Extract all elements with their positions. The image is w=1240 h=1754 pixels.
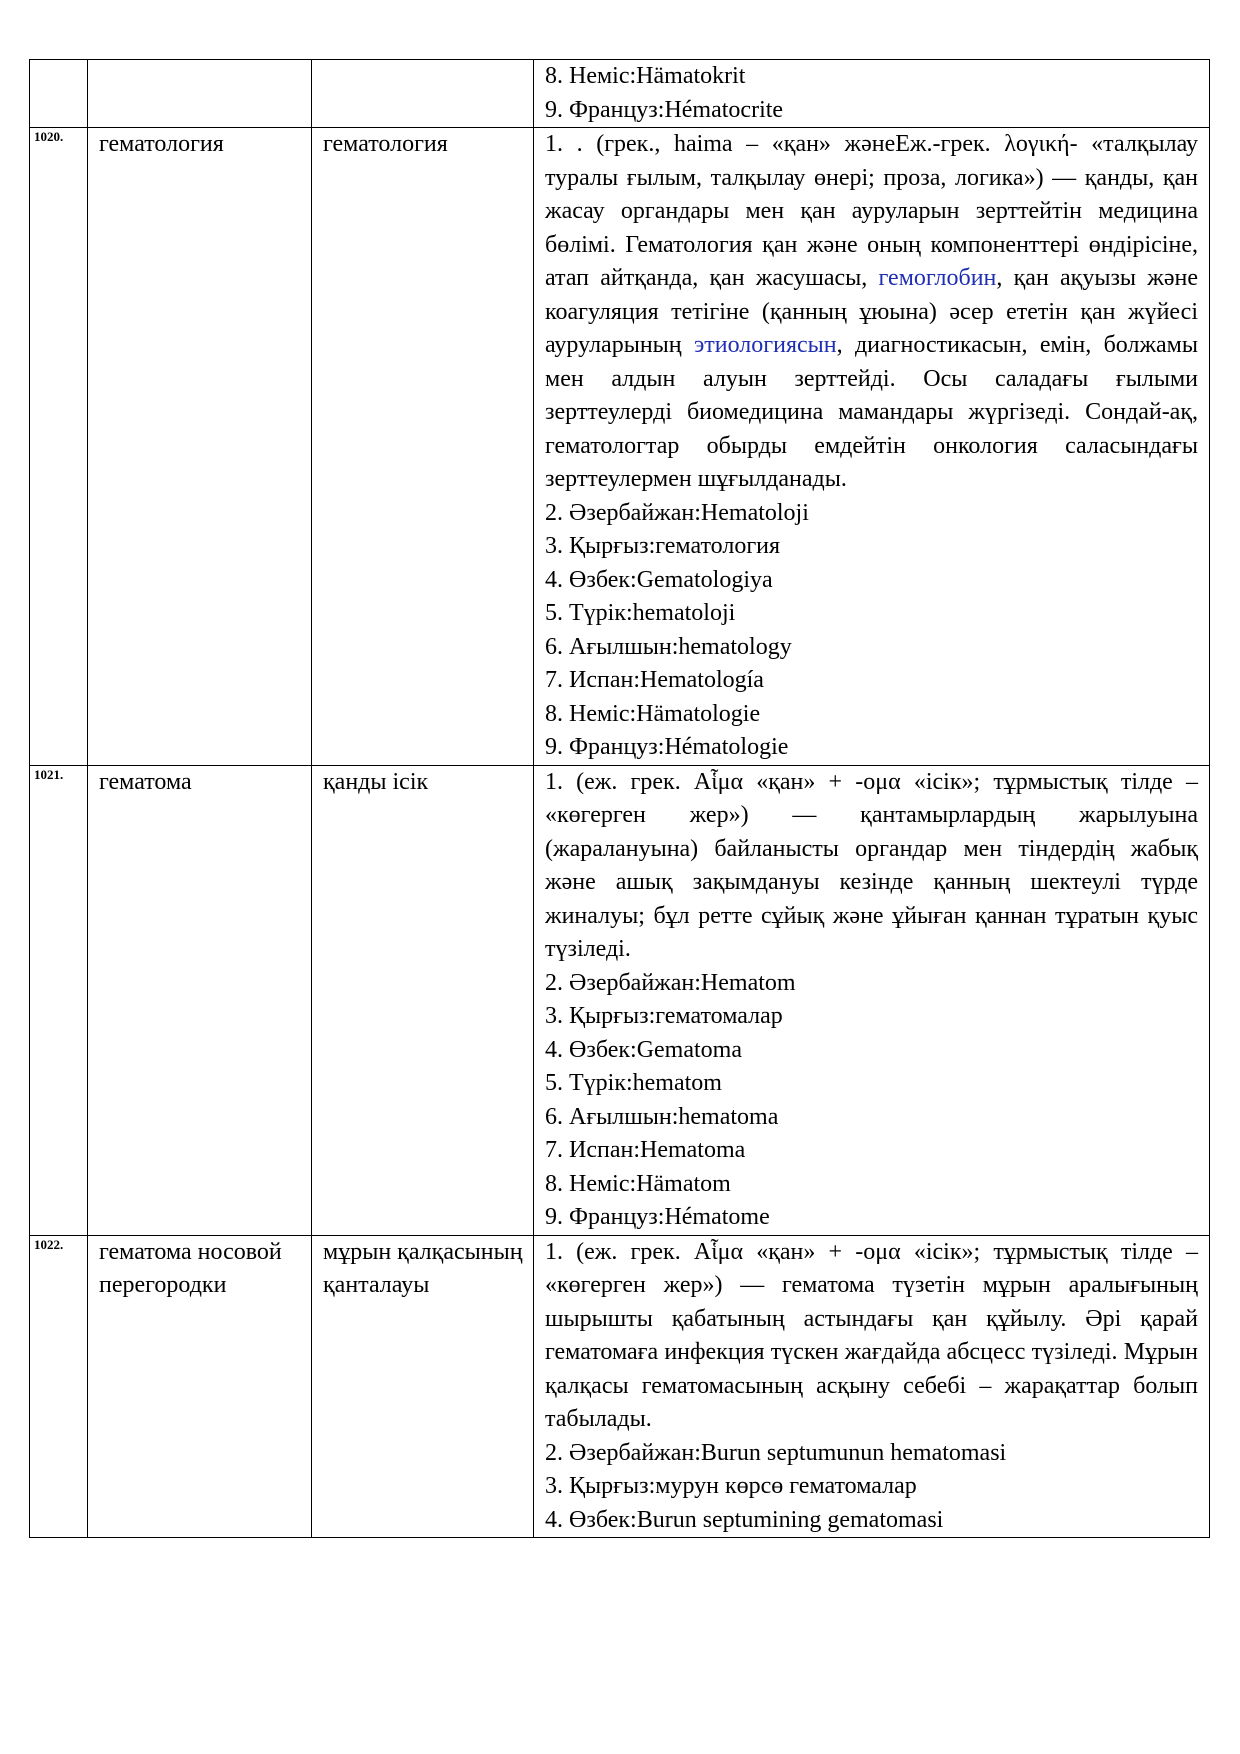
term-russian	[88, 60, 312, 128]
translation-line: 4. Өзбек:Burun septumining gematomasi	[545, 1506, 944, 1533]
translation-line: 2. Әзербайжан:Hematoloji	[545, 499, 809, 526]
definition-text: 1. . (грек., haima – «қан» жәнеЕж.-грек. λογική- «талқылау туралы ғылым, талқылау өнері; проза, логика») — қанды, қан жасау органдары мен қан ауруларын зерттейтін медицина бөлімі. Гематология қан және оның компоненттері өндірісіне, атап айтқанда, қан жасушасы,	[545, 131, 1198, 291]
translation-line: 8. Неміс:Hämatologie	[545, 700, 761, 727]
dictionary-table-body	[30, 60, 1210, 1538]
definition-text: , диагностикасын, емін, болжамы мен алдын алуын зерттейді. Осы саладағы ғылыми зерттеулерді биомедицина мамандары жүргізеді. Сондай-ақ, гематологтар обырды емдейтін онкология саласындағы зерттеулермен шұғылданады.	[545, 332, 1198, 492]
term-russian: гематома	[88, 765, 312, 1235]
translation-line: 4. Өзбек:Gematoma	[545, 1036, 742, 1063]
definition-link[interactable]: этиологиясын	[693, 332, 837, 358]
definition-text: 1. (еж. грек. Αἷμα «қан» + -ομα «ісік»; тұрмыстық тілде – «көгерген жер») — гематома түзетін мұрын аралығының шырышты қабатының астындағы қан құйылу. Әрі қарай гематомаға инфекция түскен жағдайда абсцесс түзіледі. Мұрын қалқасы гематомасының асқыну себебі – жарақаттар болып табылады.	[545, 1238, 1198, 1432]
translation-line: 5. Түрік:hematoloji	[545, 600, 736, 626]
translation-line: 8. Неміс:Hämatokrit	[545, 63, 746, 89]
entry-row	[30, 60, 1210, 128]
translation-line: 9. Француз:Hématologie	[545, 734, 789, 760]
entry-row	[30, 1235, 1210, 1538]
entry-row	[30, 765, 1210, 1235]
term-kazakh: гематология	[312, 128, 534, 766]
entry-number: 1022.	[30, 1235, 88, 1538]
translation-line: 5. Түрік:hematom	[545, 1070, 722, 1096]
entry-number	[30, 60, 88, 128]
entry-number: 1021.	[30, 765, 88, 1235]
translation-line: 8. Неміс:Hämatom	[545, 1170, 731, 1197]
translation-line: 9. Француз:Hématome	[545, 1204, 770, 1230]
term-kazakh: мұрын қалқасының қанталауы	[312, 1235, 534, 1538]
entry-definition	[534, 1235, 1210, 1538]
term-russian: гематома носовой перегородки	[88, 1235, 312, 1538]
translation-line: 9. Француз:Hématocrite	[545, 96, 784, 123]
term-kazakh: қанды ісік	[312, 765, 534, 1235]
translation-line: 3. Қырғыз:гематомалар	[545, 1003, 783, 1029]
term-russian: гематология	[88, 128, 312, 766]
definition-paragraph	[545, 1236, 1198, 1437]
definition-paragraph	[545, 766, 1198, 967]
entry-number: 1020.	[30, 128, 88, 766]
term-kazakh	[312, 60, 534, 128]
translation-line: 4. Өзбек:Gematologiya	[545, 566, 773, 593]
dictionary-table	[29, 59, 1210, 1538]
translation-line: 3. Қырғыз:мурун көрсө гематомалар	[545, 1473, 917, 1499]
translation-line: 7. Испан:Hematología	[545, 667, 764, 693]
entry-row	[30, 128, 1210, 766]
translation-line: 3. Қырғыз:гематология	[545, 533, 781, 559]
translation-line: 7. Испан:Hematoma	[545, 1137, 746, 1163]
definition-link[interactable]: гемоглобин	[878, 265, 997, 291]
entry-definition	[534, 765, 1210, 1235]
definition-text: , қан ақуызы және коагуляция тетігіне (қанның ұюына) әсер ететін қан жүйесі ауруларының	[545, 265, 1198, 358]
entry-definition	[534, 60, 1210, 128]
definition-text: 1. (еж. грек. Αἷμα «қан» + -ομα «ісік»; тұрмыстық тілде – «көгерген жер») — қантамырлардың жарылуына (жаралануына) байланысты органдар мен тіндердің жабық және ашық зақымдануы кезінде қанның шектеулі түрде жиналуы; бұл ретте сұйық және ұйыған қаннан тұратын қуыс түзіледі.	[545, 768, 1198, 962]
definition-paragraph	[545, 128, 1198, 497]
translation-line: 2. Әзербайжан:Burun septumunun hematomasi	[545, 1439, 1007, 1466]
translation-line: 2. Әзербайжан:Hematom	[545, 969, 796, 996]
translation-line: 6. Ағылшын:hematoma	[545, 1103, 779, 1130]
translation-line: 6. Ағылшын:hematology	[545, 633, 792, 660]
entry-definition	[534, 128, 1210, 766]
